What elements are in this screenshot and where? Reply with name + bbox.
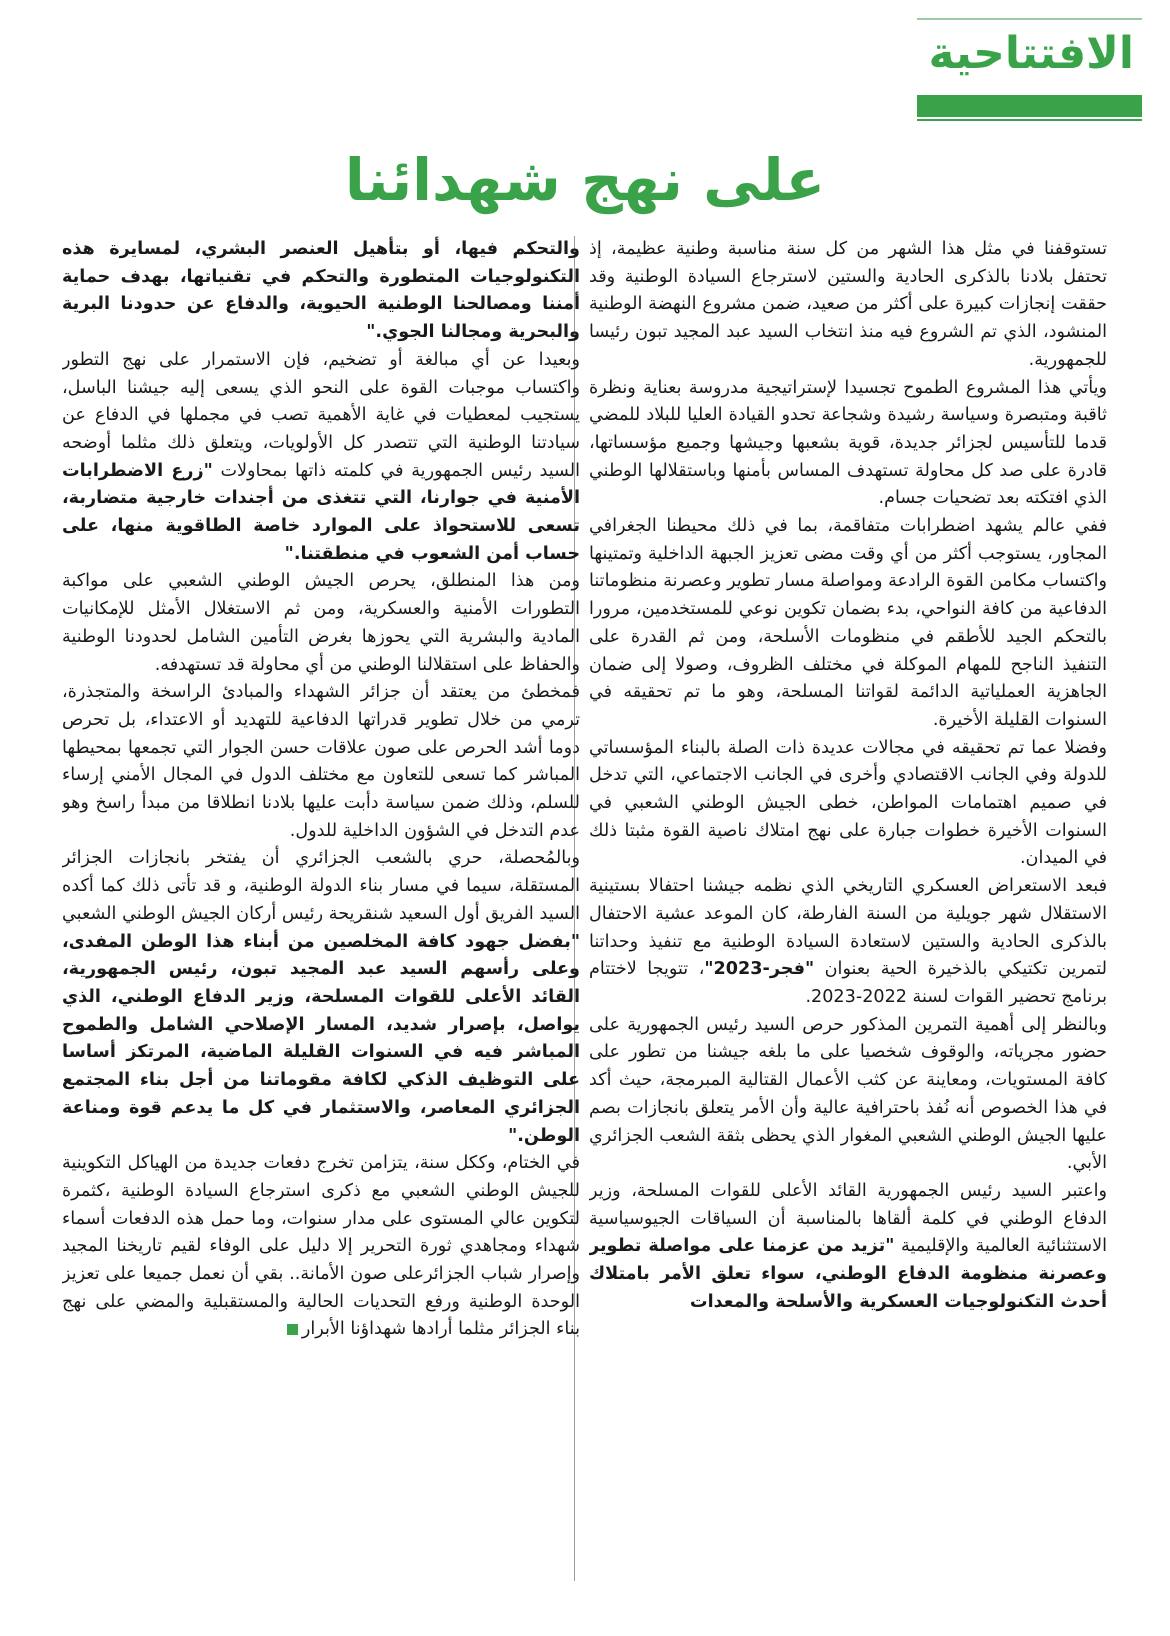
article-column-right — [589, 236, 1107, 1606]
paragraph: ويأتي هذا المشروع الطموح تجسيدا لإستراتيجية مدروسة بعناية ونظرة ثاقبة ومتبصرة وسياسة رشيدة وشجاعة تحدو القيادة العليا للبلاد للمضي قدما للتأسيس لجزائر جديدة، قوية بشعبها وجيشها وجميع مؤسساتها، قادرة على صد كل محاولة تستهدف المساس بأمنها وباستقلالها الوطني الذي افتكته بعد تضحيات جسام. — [589, 377, 1107, 509]
paragraph — [589, 873, 1107, 1012]
paragraph: وبالنظر إلى أهمية التمرين المذكور حرص السيد رئيس الجمهورية على حضور مجرياته، والوقوف شخصيا على ما بلغه جيشنا من تطور على كافة المستويات، ومعاينة عن كثب الأعمال القتالية المبرمجة، حيث أكد في هذا الخصوص أنه نُفذ باحترافية عالية وأن الأمر يتعلق بانجازات بصم عليها الجيش الوطني الشعبي المغوار الذي يحظى بثقة الشعب الجزائري الأبي. — [589, 1014, 1107, 1174]
exercise-name: "فجر-2023" — [704, 959, 815, 980]
paragraph-text: وبعيدا عن أي مبالغة أو تضخيم، فإن الاستمرار على نهج التطور واكتساب موجبات القوة على النحو الذي يسعى إليه جيشنا الباسل، يستجيب لمعطيات في غاية الأهمية تصب في مجملها في الدفاع عن سيادتنا الوطنية التي تتصدر كل الأولويات، ويتعلق ذلك مثلما أوضحه السيد رئيس الجمهورية في كلمته ذاتها بمحاولات — [62, 349, 580, 481]
section-label — [917, 18, 1142, 122]
article-column-left — [62, 236, 580, 1606]
paragraph-text: في الختام، وككل سنة، يتزامن تخرج دفعات جديدة من الهياكل التكوينية للجيش الوطني الشعبي مع ذكرى استرجاع السيادة الوطنية ،كثمرة لتكوين عالي المستوى على مدار سنوات، وما حمل هذه الدفعات أسماء شهداء ومجاهدي ثورة التحرير إلا دليل على الوفاء لقيم تاريخنا المجيد وإصرار شباب الجزائرعلى صون الأمانة.. بقي أن نعمل جميعا على تعزيز الوحدة الوطنية ورفع التحديات الحالية والمستقبلية والمضي على نهج بناء الجزائر مثلما أرادها شهداؤنا الأبرار — [62, 1153, 580, 1340]
article-headline: على نهج شهدائنا — [344, 146, 826, 214]
section-band — [917, 95, 1142, 117]
paragraph-text: فبعد الاستعراض العسكري التاريخي الذي نظمه جيشنا احتفالا بستينية الاستقلال شهر جويلية من السنة الفارطة، كان الموعد عشية الاحتفال بالذكرى الحادية والستين لاستعادة السيادة الوطنية مع تنفيذ وحداتنا لتمرين تكتيكي بالذخيرة الحية بعنوان — [589, 876, 1107, 980]
paragraph — [62, 845, 580, 1150]
paragraph: فمخطئ من يعتقد أن جزائر الشهداء والمبادئ الراسخة والمتجذرة، ترمي من خلال تطوير قدراتها الدفاعية للتهديد أو الاعتداء، بل تحرص دوما أشد الحرص على صون علاقات حسن الجوار التي تجمعها بمحيطها المباشر كما تسعى للتعاون مع مختلف الدول في المجال الأمني إرساء للسلم، وذلك ضمن سياسة دأبت عليها بلادنا انطلاقا من مبدأ راسخ وهو عدم التدخل في الشؤون الداخلية للدول. — [62, 682, 580, 841]
paragraph — [589, 1178, 1107, 1317]
paragraph — [62, 347, 580, 569]
quote-text: "زرع الاضطرابات الأمنية في جوارنا، التي تتغذى من أجندات خارجية متضاربة، تسعى للاستحواذ على الموارد خاصة الطاقوية منها، على حساب أمن الشعوب في منطقتنا." — [62, 460, 580, 564]
paragraph: وفضلا عما تم تحقيقه في مجالات عديدة ذات الصلة بالبناء المؤسساتي للدولة وفي الجانب الاقتصادي وأخرى في الجانب الاجتماعي، التي تدخل في صميم اهتمامات المواطن، خطى الجيش الوطني الشعبي في السنوات الأخيرة خطوات جبارة على نهج امتلاك ناصية القوة مثبتا ذلك في الميدان. — [589, 737, 1107, 869]
end-of-article-mark — [287, 1324, 298, 1335]
paragraph-text: واعتبر السيد رئيس الجمهورية القائد الأعلى للقوات المسلحة، وزير الدفاع الوطني في كلمة ألقاها بالمناسبة أن السياقات الجيوسياسية الاستثنائية العالمية والإقليمية — [589, 1180, 1107, 1257]
quote-text: والتحكم فيها، أو بتأهيل العنصر البشري، لمسايرة هذه التكنولوجيات المتطورة والتحكم في تقنياتها، بهدف حماية أمننا ومصالحنا الوطنية الحيوية، والدفاع عن حدودنا البرية والبحرية ومجالنا الجوي." — [62, 239, 580, 343]
paragraph: ففي عالم يشهد اضطرابات متفاقمة، بما في ذلك محيطنا الجغرافي المجاور، يستوجب أكثر من أي وقت مضى تعزيز الجبهة الداخلية وتمتينها واكتساب مكامن القوة الرادعة ومواصلة مسار تطوير وعصرنة منظوماتنا الدفاعية من كافة النواحي، بدء بضمان تكوين نوعي للمستخدمين، مرورا بالتحكم الجيد للأطقم في منظومات الأسلحة، ومن ثم القدرة على التنفيذ الناجح للمهام الموكلة في مختلف الظروف، وصولا إلى ضمان الجاهزية العملياتية الدائمة لقواتنا المسلحة، وهو ما تم تحقيقه في السنوات القليلة الأخيرة. — [589, 516, 1107, 730]
quote-text: "بفضل جهود كافة المخلصين من أبناء هذا الوطن المفدى، وعلى رأسهم السيد عبد المجيد تبون، رئيس الجمهورية، القائد الأعلى للقوات المسلحة، وزير الدفاع الوطني، الذي يواصل، بإصرار شديد، المسار الإصلاحي الشامل والطموح المباشر فيه في السنوات القليلة الماضية، المرتكز أساسا على التوظيف الذكي لكافة مقوماتنا من أجل بناء المجتمع الجزائري المعاصر، والاستثمار في كل ما يدعم قوة ومناعة الوطن." — [62, 931, 580, 1146]
section-band-rule — [917, 119, 1142, 121]
paragraph-text: وبالمُحصلة، حري بالشعب الجزائري أن يفتخر بانجازات الجزائر المستقلة، سيما في مسار بناء الدولة الوطنية، و قد تأتى ذلك كما أكده السيد الفريق أول السعيد شنقريحة رئيس أركان الجيش الوطني الشعبي — [62, 848, 580, 924]
paragraph — [62, 1150, 580, 1344]
paragraph-text: ، تتويجا لاختتام برنامج تحضير القوات لسنة 2022-2023. — [589, 959, 1107, 1007]
paragraph: تستوقفنا في مثل هذا الشهر من كل سنة مناسبة وطنية عظيمة، إذ تحتفل بلادنا بالذكرى الحادية والستين لاسترجاع السيادة الوطنية وقد حققت إنجازات كبيرة على أكثر من صعيد، ضمن مشروع النهضة الوطنية المنشود، الذي تم الشروع فيه منذ انتخاب السيد عبد المجيد تبون رئيسا للجمهورية. — [589, 239, 1107, 370]
section-title: الافتتاحية — [928, 28, 1134, 79]
quote-text: "تزيد من عزمنا على مواصلة تطوير وعصرنة منظومة الدفاع الوطني، سواء تعلق الأمر بامتلاك أحدث التكنولوجيات العسكرية والأسلحة والمعدات — [589, 1236, 1107, 1312]
paragraph — [62, 236, 580, 347]
paragraph: ومن هذا المنطلق، يحرص الجيش الوطني الشعبي على مواكبة التطورات الأمنية والعسكرية، ومن ثم الاستغلال الأمثل للإمكانيات المادية والبشرية التي يحوزها بغرض التأمين الشامل لحدودنا الوطنية والحفاظ على استقلالنا الوطني من أي محاولة قد تستهدفه. — [62, 571, 580, 675]
